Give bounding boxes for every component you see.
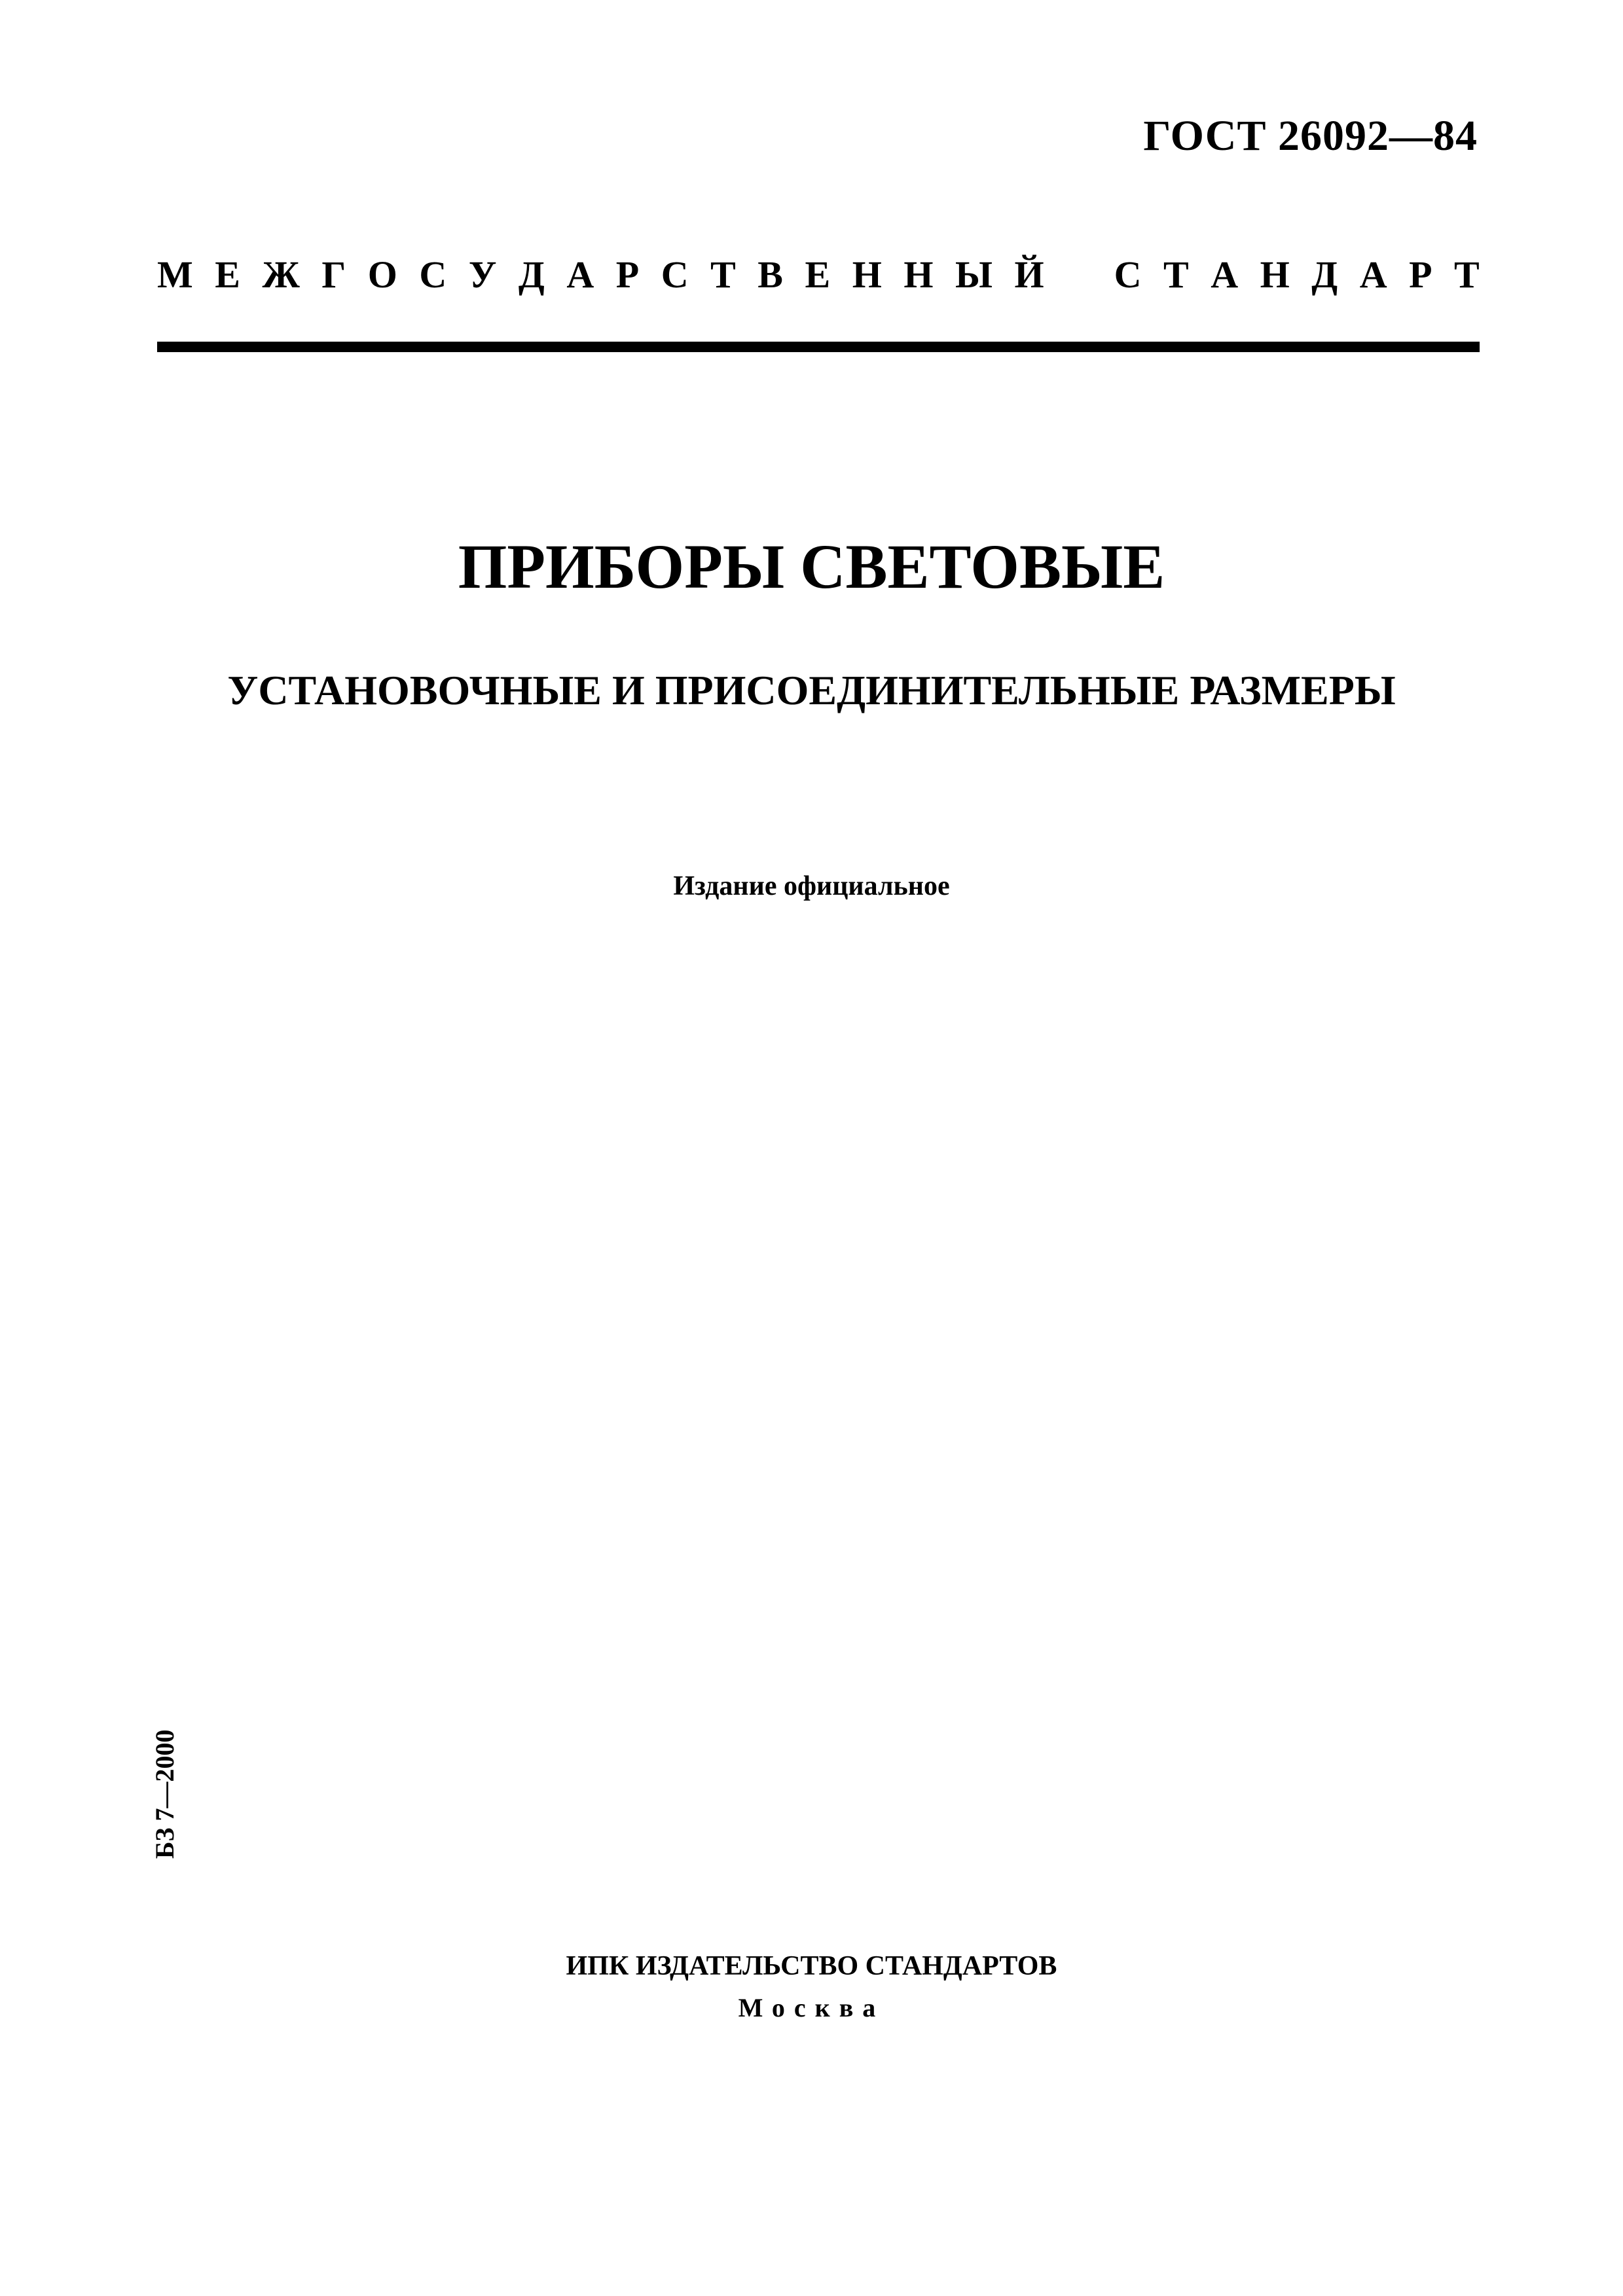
standard-type-word2-letter: Т [1454, 253, 1480, 296]
standard-type-word2-letter: Д [1311, 253, 1338, 296]
standard-type-word1-letter: Ж [262, 253, 300, 296]
standard-type-word1-letter: Н [903, 253, 934, 296]
standard-type-word1-letter: Й [1014, 253, 1044, 296]
standard-type-word2-letter: Н [1260, 253, 1290, 296]
edition-note: Издание официальное [673, 871, 950, 901]
side-catalog-code: БЗ 7—2000 [150, 1729, 179, 1859]
standard-type-word1-letter: В [757, 253, 783, 296]
document-subtitle: УСТАНОВОЧНЫЕ И ПРИСОЕДИНИТЕЛЬНЫЕ РАЗМЕРЫ [227, 667, 1396, 713]
standard-type-word1-letter: Г [321, 253, 346, 296]
publisher-name: ИПК ИЗДАТЕЛЬСТВО СТАНДАРТОВ [566, 1951, 1057, 1981]
standard-type-word1-letter: Е [805, 253, 831, 296]
standard-type-word1-letter: С [661, 253, 689, 296]
document-title: ПРИБОРЫ СВЕТОВЫЕ [458, 531, 1165, 601]
standard-type-word1-letter: У [468, 253, 497, 296]
standard-type-word1-letter: О [367, 253, 397, 296]
standard-type-word2-letter: С [1114, 253, 1142, 296]
standard-type-word1-letter: Р [615, 253, 640, 296]
standard-type-word1-letter: Н [852, 253, 882, 296]
standard-type-word-gap [1066, 253, 1092, 296]
document-number: ГОСТ 26092—84 [1143, 112, 1478, 160]
standard-type-word1-letter: Ы [955, 253, 993, 296]
standard-type-word1-letter: Е [215, 253, 240, 296]
standard-type-word2-letter: А [1359, 253, 1387, 296]
standard-type-word2-letter: Т [1163, 253, 1189, 296]
standard-type-word1-letter: М [157, 253, 193, 296]
standard-type-word1-letter: Д [518, 253, 545, 296]
standard-type-word2-letter: Р [1409, 253, 1432, 296]
standard-type-word1-letter: А [566, 253, 594, 296]
publisher-city: Москва [738, 1993, 885, 2022]
header-divider [157, 342, 1480, 352]
standard-type-word2-letter: А [1211, 253, 1239, 296]
standard-type-word1-letter: С [419, 253, 447, 296]
standard-type-heading [157, 253, 1480, 296]
standard-type-word1-letter: Т [710, 253, 736, 296]
